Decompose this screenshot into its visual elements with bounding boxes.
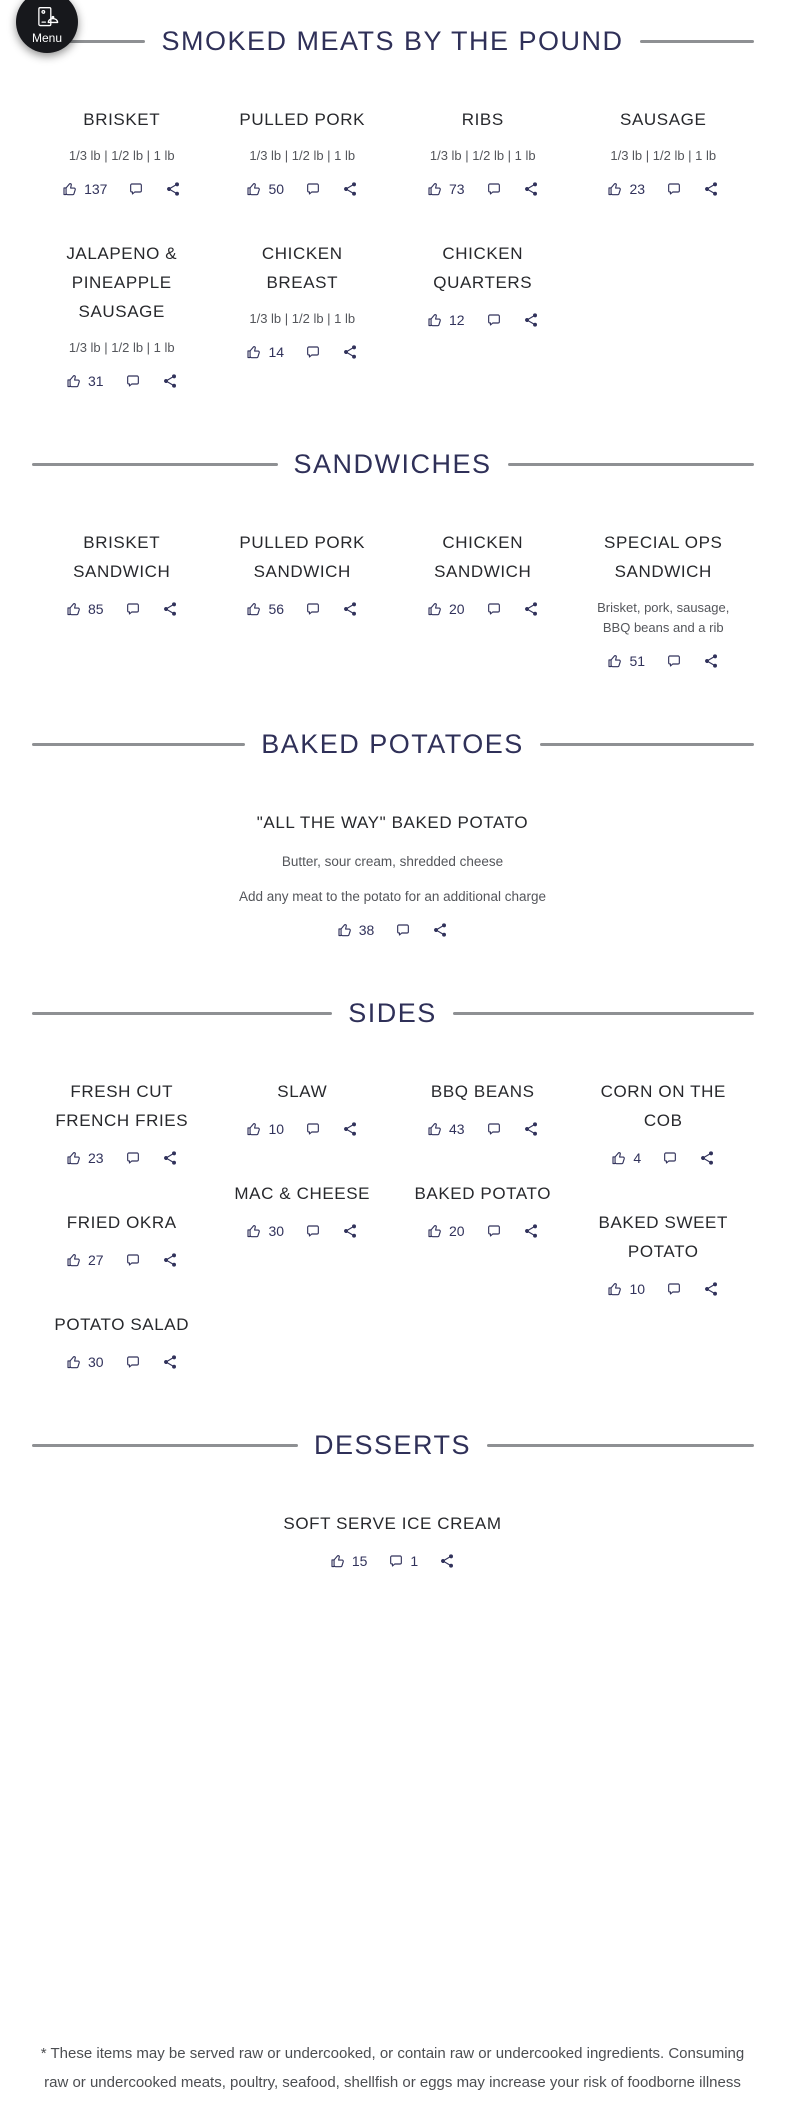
comment-icon (125, 1354, 141, 1370)
share-button[interactable] (703, 653, 719, 669)
like-button[interactable] (246, 181, 284, 197)
share-button[interactable] (699, 1150, 715, 1166)
like-count: 30 (87, 1354, 104, 1370)
share-button[interactable] (523, 312, 539, 328)
like-count: 10 (629, 1281, 646, 1297)
comment-button[interactable] (486, 1223, 502, 1239)
like-count: 50 (268, 181, 285, 197)
menu-item (62, 105, 181, 197)
menu-item-description: 1/3 lb | 1/2 lb | 1 lb (610, 148, 717, 163)
share-icon (699, 1150, 715, 1166)
comment-icon (662, 1150, 678, 1166)
comment-button[interactable] (125, 1150, 141, 1166)
like-count: 10 (268, 1121, 285, 1137)
menu-item-name: CORN ON THE COB (600, 1082, 726, 1130)
grid-column (212, 528, 393, 659)
thumbs-up-icon (66, 1354, 82, 1370)
menu-section (32, 449, 754, 711)
comment-icon (305, 181, 321, 197)
like-button[interactable] (337, 922, 375, 938)
comment-icon (305, 1121, 321, 1137)
menu-item-name: SAUSAGE (620, 110, 707, 129)
heading-rule-right (508, 463, 754, 466)
like-count: 20 (448, 601, 465, 617)
comment-button[interactable] (666, 1281, 682, 1297)
menu-item-actions (246, 181, 358, 197)
share-icon (342, 1223, 358, 1239)
disclaimer-text: * These items may be served raw or undercooked, or contain raw or undercooked ingredients. Consuming raw or undercooked meats, poultry, seafood, shellfish or eggs may increase your risk of foodborne illness (40, 2045, 745, 2091)
menu-item (414, 1179, 551, 1239)
comment-button[interactable] (125, 601, 141, 617)
menu-item (607, 105, 719, 197)
menu-item-name: CHICKEN SANDWICH (434, 533, 532, 581)
menu-item-actions (66, 1354, 178, 1370)
comment-button[interactable] (305, 344, 321, 360)
section-grid (32, 528, 754, 711)
like-button[interactable] (427, 601, 465, 617)
share-icon (162, 373, 178, 389)
comment-button[interactable] (662, 1150, 678, 1166)
comment-button[interactable] (486, 1121, 502, 1137)
menu-item-name: PULLED PORK (239, 110, 366, 129)
menu-item-actions (427, 181, 539, 197)
comment-icon (486, 181, 502, 197)
section-heading (32, 26, 754, 57)
menu-item (584, 528, 742, 669)
section-title: DESSERTS (313, 1430, 472, 1460)
menu-section (32, 998, 754, 1412)
menu-item-name: BBQ BEANS (430, 1082, 535, 1101)
share-icon (342, 601, 358, 617)
menu-item (239, 105, 365, 197)
comment-icon (486, 1223, 502, 1239)
menu-item-actions (66, 601, 178, 617)
heading-rule-left (32, 463, 278, 466)
menu-item-actions (246, 1121, 358, 1137)
share-icon (432, 922, 448, 938)
grid-column (32, 808, 754, 980)
like-count: 15 (351, 1553, 368, 1569)
like-count: 27 (87, 1252, 104, 1268)
share-button[interactable] (162, 1354, 178, 1370)
menu-item (66, 1208, 178, 1268)
share-icon (342, 181, 358, 197)
comment-icon (666, 181, 682, 197)
share-button[interactable] (162, 1252, 178, 1268)
thumbs-up-icon (246, 344, 262, 360)
menu-item-name: SOFT SERVE ICE CREAM (283, 1514, 502, 1533)
like-count: 31 (87, 373, 104, 389)
menu-item-name: BRISKET SANDWICH (73, 533, 171, 581)
menu-item (231, 528, 373, 617)
comment-icon (388, 1553, 404, 1569)
grid-column (393, 105, 574, 370)
menu-section (32, 1430, 754, 1611)
like-count: 85 (87, 601, 104, 617)
menu-item (54, 1310, 189, 1370)
thumbs-up-icon (246, 1121, 262, 1137)
menu-item-actions (246, 344, 358, 360)
section-heading (32, 1430, 754, 1461)
menu-item (412, 528, 554, 617)
menu-item (427, 1077, 539, 1137)
like-count: 73 (448, 181, 465, 197)
share-icon (523, 601, 539, 617)
thumbs-up-icon (427, 601, 443, 617)
menu-item (239, 808, 546, 938)
menu-item (412, 239, 554, 328)
menu-item-name: JALAPENO & PINEAPPLE SAUSAGE (66, 244, 178, 321)
menu-item-description: 1/3 lb | 1/2 lb | 1 lb (68, 340, 175, 355)
share-button[interactable] (165, 181, 181, 197)
share-icon (523, 1223, 539, 1239)
menu-item-actions (427, 312, 539, 328)
thumbs-up-icon (607, 181, 623, 197)
share-button[interactable] (523, 1121, 539, 1137)
share-button[interactable] (703, 1281, 719, 1297)
heading-rule-left (32, 1012, 333, 1015)
share-icon (162, 1150, 178, 1166)
share-button[interactable] (703, 181, 719, 197)
like-count: 12 (448, 312, 465, 328)
share-button[interactable] (342, 181, 358, 197)
menu-item-actions (66, 373, 178, 389)
share-button[interactable] (342, 1223, 358, 1239)
menu-item-name: BAKED SWEET POTATO (598, 1213, 728, 1261)
comment-button[interactable] (395, 922, 411, 938)
comment-button[interactable] (128, 181, 144, 197)
section-grid (32, 1077, 754, 1412)
comment-icon (125, 1150, 141, 1166)
share-icon (703, 1281, 719, 1297)
comment-button[interactable] (486, 181, 502, 197)
like-button[interactable] (427, 1223, 465, 1239)
comment-button[interactable] (305, 601, 321, 617)
menu-item-name: SLAW (277, 1082, 328, 1101)
share-icon (523, 181, 539, 197)
section-title: SIDES (348, 998, 437, 1028)
thumbs-up-icon (607, 1281, 623, 1297)
menu-item-description: Butter, sour cream, shredded cheese (281, 854, 504, 869)
share-icon (439, 1553, 455, 1569)
menu-item-name: FRESH CUT FRENCH FRIES (55, 1082, 189, 1130)
like-count: 51 (629, 653, 646, 669)
like-count: 23 (87, 1150, 104, 1166)
like-count: 20 (448, 1223, 465, 1239)
menu-item-description: 1/3 lb | 1/2 lb | 1 lb (249, 311, 356, 326)
share-icon (342, 1121, 358, 1137)
section-heading (32, 449, 754, 480)
like-button[interactable] (427, 312, 465, 328)
menu-item (231, 239, 373, 360)
heading-rule-right (453, 1012, 754, 1015)
menu-item (246, 1077, 358, 1137)
comment-button[interactable] (666, 181, 682, 197)
grid-column (212, 1077, 393, 1281)
like-button[interactable] (427, 1121, 465, 1137)
thumbs-up-icon (246, 601, 262, 617)
menu-item (427, 105, 539, 197)
share-icon (523, 312, 539, 328)
grid-column (393, 528, 574, 659)
comment-icon (666, 653, 682, 669)
share-button[interactable] (523, 181, 539, 197)
thumbs-up-icon (427, 181, 443, 197)
comment-icon (128, 181, 144, 197)
heading-rule-left (32, 743, 246, 746)
menu-item-name: "ALL THE WAY" BAKED POTATO (256, 813, 529, 832)
grid-column (32, 1509, 754, 1611)
thumbs-up-icon (337, 922, 353, 938)
share-button[interactable] (342, 344, 358, 360)
thumbs-up-icon (427, 312, 443, 328)
thumbs-up-icon (611, 1150, 627, 1166)
section-grid (32, 808, 754, 980)
grid-column (573, 528, 754, 711)
thumbs-up-icon (66, 373, 82, 389)
like-count: 14 (268, 344, 285, 360)
share-button[interactable] (342, 601, 358, 617)
menu-item-name: FRIED OKRA (66, 1213, 177, 1232)
menu-item-description: 1/3 lb | 1/2 lb | 1 lb (429, 148, 536, 163)
share-icon (342, 344, 358, 360)
comment-icon (305, 1223, 321, 1239)
thumbs-up-icon (607, 653, 623, 669)
share-button[interactable] (523, 1223, 539, 1239)
heading-rule-right (540, 743, 754, 746)
like-count: 4 (633, 1150, 642, 1166)
like-count: 23 (629, 181, 646, 197)
heading-rule-right (487, 1444, 753, 1447)
menu-item (51, 239, 193, 389)
thumbs-up-icon (66, 601, 82, 617)
thumbs-up-icon (66, 1252, 82, 1268)
share-button[interactable] (342, 1121, 358, 1137)
section-title: BAKED POTATOES (261, 729, 524, 759)
like-count: 56 (268, 601, 285, 617)
section-heading (32, 729, 754, 760)
menu-item-description: Add any meat to the potato for an additional charge (239, 889, 546, 904)
menu-item-actions (246, 601, 358, 617)
grid-column (573, 105, 754, 239)
menu-item-name: BRISKET (83, 110, 161, 129)
comment-button[interactable] (666, 653, 682, 669)
section-grid (32, 1509, 754, 1611)
like-count: 38 (358, 922, 375, 938)
menu-item (283, 1509, 501, 1569)
share-icon (703, 181, 719, 197)
comment-icon (125, 373, 141, 389)
menu-item-actions (62, 181, 181, 197)
share-icon (162, 1354, 178, 1370)
like-button[interactable] (66, 601, 104, 617)
comment-icon (486, 1121, 502, 1137)
like-count: 43 (448, 1121, 465, 1137)
thumbs-up-icon (62, 181, 78, 197)
menu-item-actions (66, 1150, 178, 1166)
menu-sections (32, 26, 754, 1611)
like-button[interactable] (66, 1150, 104, 1166)
thumbs-up-icon (330, 1553, 346, 1569)
grid-column (32, 528, 213, 659)
menu-item-name: BAKED POTATO (414, 1184, 552, 1203)
like-button[interactable] (607, 653, 645, 669)
like-button[interactable] (66, 1252, 104, 1268)
like-count: 30 (268, 1223, 285, 1239)
like-button[interactable] (62, 181, 107, 197)
thumbs-up-icon (427, 1223, 443, 1239)
comment-button[interactable] (305, 1223, 321, 1239)
menu-item-actions (427, 601, 539, 617)
menu-item-name: CHICKEN QUARTERS (433, 244, 533, 292)
menu-item-description: 1/3 lb | 1/2 lb | 1 lb (249, 148, 356, 163)
thumbs-up-icon (246, 181, 262, 197)
heading-rule-right (640, 40, 754, 43)
menu-item-actions (246, 1223, 358, 1239)
heading-rule-left (32, 1444, 298, 1447)
menu-item-actions (607, 653, 719, 669)
thumbs-up-icon (427, 1121, 443, 1137)
comment-icon (395, 922, 411, 938)
menu-item-actions (427, 1223, 539, 1239)
menu-item-actions (66, 1252, 178, 1268)
share-icon (165, 181, 181, 197)
comment-button[interactable] (125, 1252, 141, 1268)
comment-icon (305, 601, 321, 617)
comment-count: 1 (410, 1553, 419, 1569)
menu-item (51, 1077, 193, 1166)
comment-icon (305, 344, 321, 360)
menu-item-description: Brisket, pork, sausage, BBQ beans and a rib (597, 600, 730, 635)
comment-icon (486, 601, 502, 617)
comment-button[interactable] (125, 1354, 141, 1370)
menu-item (592, 1077, 734, 1166)
grid-column (32, 1077, 213, 1412)
grid-column (393, 1077, 574, 1281)
like-button[interactable] (427, 181, 465, 197)
comment-button[interactable] (486, 312, 502, 328)
menu-section (32, 729, 754, 980)
menu-item-description: 1/3 lb | 1/2 lb | 1 lb (68, 148, 175, 163)
menu-item (234, 1179, 370, 1239)
share-icon (703, 653, 719, 669)
like-count: 137 (84, 181, 108, 197)
share-icon (162, 1252, 178, 1268)
menu-page (32, 0, 754, 2113)
section-title: SMOKED MEATS BY THE POUND (161, 26, 624, 56)
thumbs-up-icon (246, 1223, 262, 1239)
like-button[interactable] (607, 1281, 645, 1297)
menu-card-icon (34, 5, 60, 31)
share-icon (523, 1121, 539, 1137)
comment-button[interactable] (305, 1121, 321, 1137)
like-button[interactable] (611, 1150, 641, 1166)
like-button[interactable] (246, 344, 284, 360)
menu-item-name: POTATO SALAD (54, 1315, 190, 1334)
comment-button[interactable] (388, 1553, 418, 1569)
share-button[interactable] (162, 601, 178, 617)
comment-button[interactable] (125, 373, 141, 389)
menu-item-actions (607, 181, 719, 197)
share-button[interactable] (439, 1553, 455, 1569)
menu-item-actions (611, 1150, 715, 1166)
like-button[interactable] (66, 373, 104, 389)
comment-icon (125, 1252, 141, 1268)
thumbs-up-icon (66, 1150, 82, 1166)
like-button[interactable] (246, 1223, 284, 1239)
share-icon (162, 601, 178, 617)
share-button[interactable] (523, 601, 539, 617)
menu-item-actions (427, 1121, 539, 1137)
section-grid (32, 105, 754, 431)
section-title: SANDWICHES (293, 449, 492, 479)
grid-column (212, 105, 393, 402)
like-button[interactable] (607, 181, 645, 197)
menu-item-name: MAC & CHEESE (234, 1184, 371, 1203)
section-heading (32, 998, 754, 1029)
share-button[interactable] (162, 373, 178, 389)
menu-item (51, 528, 193, 617)
menu-item-name: SPECIAL OPS SANDWICH (604, 533, 723, 581)
share-button[interactable] (432, 922, 448, 938)
like-button[interactable] (330, 1553, 368, 1569)
comment-button[interactable] (486, 601, 502, 617)
menu-item-name: CHICKEN BREAST (261, 244, 343, 292)
comment-icon (486, 312, 502, 328)
menu-item-actions (607, 1281, 719, 1297)
like-button[interactable] (246, 1121, 284, 1137)
like-button[interactable] (66, 1354, 104, 1370)
menu-button-label: Menu (31, 31, 63, 45)
menu-item (592, 1208, 734, 1297)
like-button[interactable] (246, 601, 284, 617)
grid-column (32, 105, 213, 431)
menu-section (32, 26, 754, 431)
grid-column (573, 1077, 754, 1339)
menu-item-actions (337, 922, 449, 938)
comment-button[interactable] (305, 181, 321, 197)
comment-icon (125, 601, 141, 617)
share-button[interactable] (162, 1150, 178, 1166)
menu-item-name: RIBS (461, 110, 504, 129)
menu-item-name: PULLED PORK SANDWICH (239, 533, 366, 581)
menu-item-actions (330, 1553, 455, 1569)
comment-icon (666, 1281, 682, 1297)
